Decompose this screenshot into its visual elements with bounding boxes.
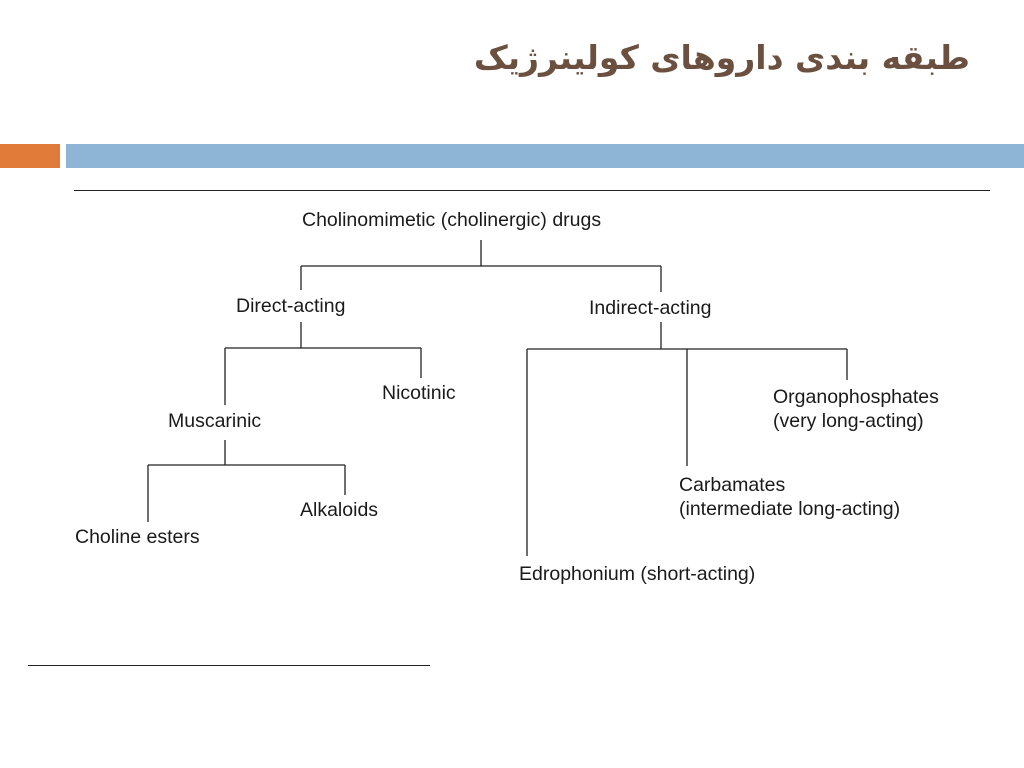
node-edrophonium: Edrophonium (short-acting) (519, 563, 756, 585)
node-organophosphates: Organophosphates (very long-acting) (773, 386, 939, 432)
node-root: Cholinomimetic (cholinergic) drugs (302, 209, 602, 231)
node-indirect-acting: Indirect-acting (589, 297, 712, 319)
node-direct-acting: Direct-acting (236, 295, 346, 317)
slide-title: طبقه بندی داروهای کولینرژیک (473, 38, 970, 77)
node-carbamates: Carbamates (intermediate long-acting) (679, 474, 901, 520)
node-alkaloids: Alkaloids (300, 499, 379, 521)
node-muscarinic: Muscarinic (168, 410, 262, 432)
node-nicotinic: Nicotinic (382, 382, 456, 404)
node-choline-esters: Choline esters (75, 526, 200, 548)
